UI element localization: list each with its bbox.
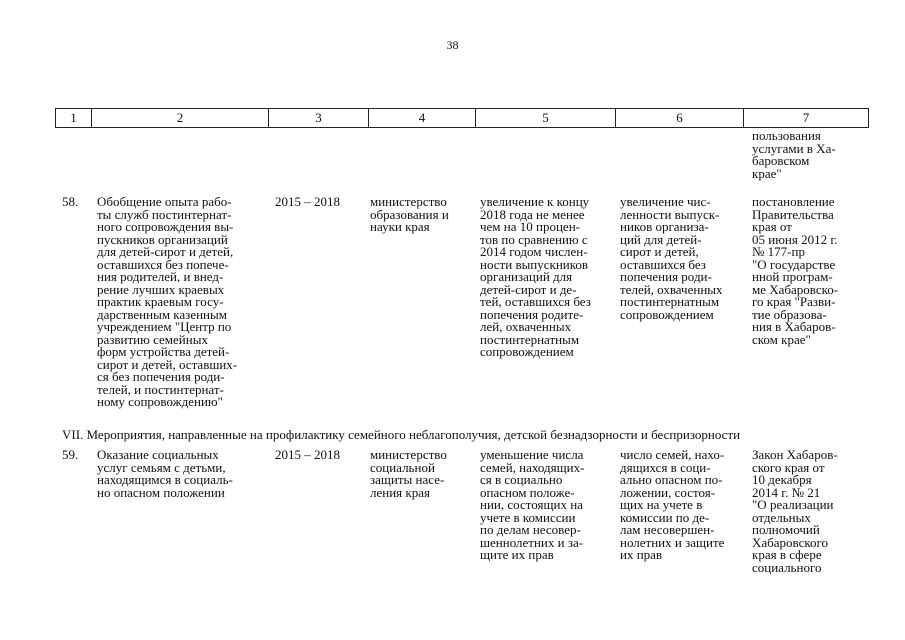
expected-result: увеличение к концу 2018 года не менее чем на 10 процен- тов по сравнению с 2014 годом числен- ности выпускников организаций для детей-сирот и де- тей, оставшихся без попечения родите- лей, охваченных постинтернатным сопровождением: [480, 194, 591, 359]
period: 2015 – 2018: [275, 447, 340, 462]
expected-result: уменьшение числа семей, находящих- ся в социально опасном положе- нии, состоящих на учете в комиссии по делам несовер- шеннолетних и за- щите их прав: [480, 447, 585, 562]
section-heading: VII. Мероприятия, направленные на профилактику семейного неблагополучия, детской безнадзорности и беспризорности: [62, 427, 741, 442]
column-header-4: 4: [368, 109, 475, 127]
activity-description: Оказание социальных услуг семьям с детьми, находящимся в социаль- но опасном положении: [97, 447, 233, 500]
table-header-row: [55, 108, 869, 128]
row-number: 58.: [62, 194, 79, 209]
continuation-cell-col7: пользования услугами в Ха- баровском крае": [752, 128, 836, 181]
column-header-3: 3: [268, 109, 368, 127]
row-number: 59.: [62, 447, 79, 462]
column-header-5: 5: [475, 109, 615, 127]
column-header-2: 2: [91, 109, 268, 127]
legal-basis: постановление Правительства края от 05 июня 2012 г. № 177-пр "О государстве нной програм- ме Хабаровско- го края "Разви- тие образова- ния в Хабаров- ском крае": [752, 194, 839, 347]
legal-basis: Закон Хабаров- ского края от 10 декабря 2014 г. № 21 "О реализации отдельных полномочий Хабаровского края в сфере социального: [752, 447, 838, 575]
column-header-6: 6: [615, 109, 743, 127]
page-number: 38: [446, 38, 459, 52]
responsible-agency: министерство социальной защиты насе- ления края: [370, 447, 447, 500]
indicator: число семей, нахо- дящихся в соци- ально опасном по- ложении, состоя- щих на учете в комиссии по де- лам несовершен- нолетних и защите их прав: [620, 447, 725, 562]
column-header-7: 7: [743, 109, 868, 127]
column-header-1: 1: [70, 110, 77, 125]
period: 2015 – 2018: [275, 194, 340, 209]
indicator: увеличение чис- ленности выпуск- ников организа- ций для детей- сирот и детей, оставшихся без попечения роди- телей, охваченных постинтернатным сопровождением: [620, 194, 723, 322]
activity-description: Обобщение опыта рабо- ты служб постинтернат- ного сопровождения вы- пускников организаций для детей-сирот и детей, оставшихся без попече- ния родителей, и внед- рение лучших краевых практик краевым госу- дарственным казенным учреждением "Центр по развитию семейных форм устройства детей- сирот и детей, оставших- ся без попечения роди- телей, и постинтернат- ному сопровождению": [97, 194, 238, 409]
responsible-agency: министерство образования и науки края: [370, 194, 449, 234]
